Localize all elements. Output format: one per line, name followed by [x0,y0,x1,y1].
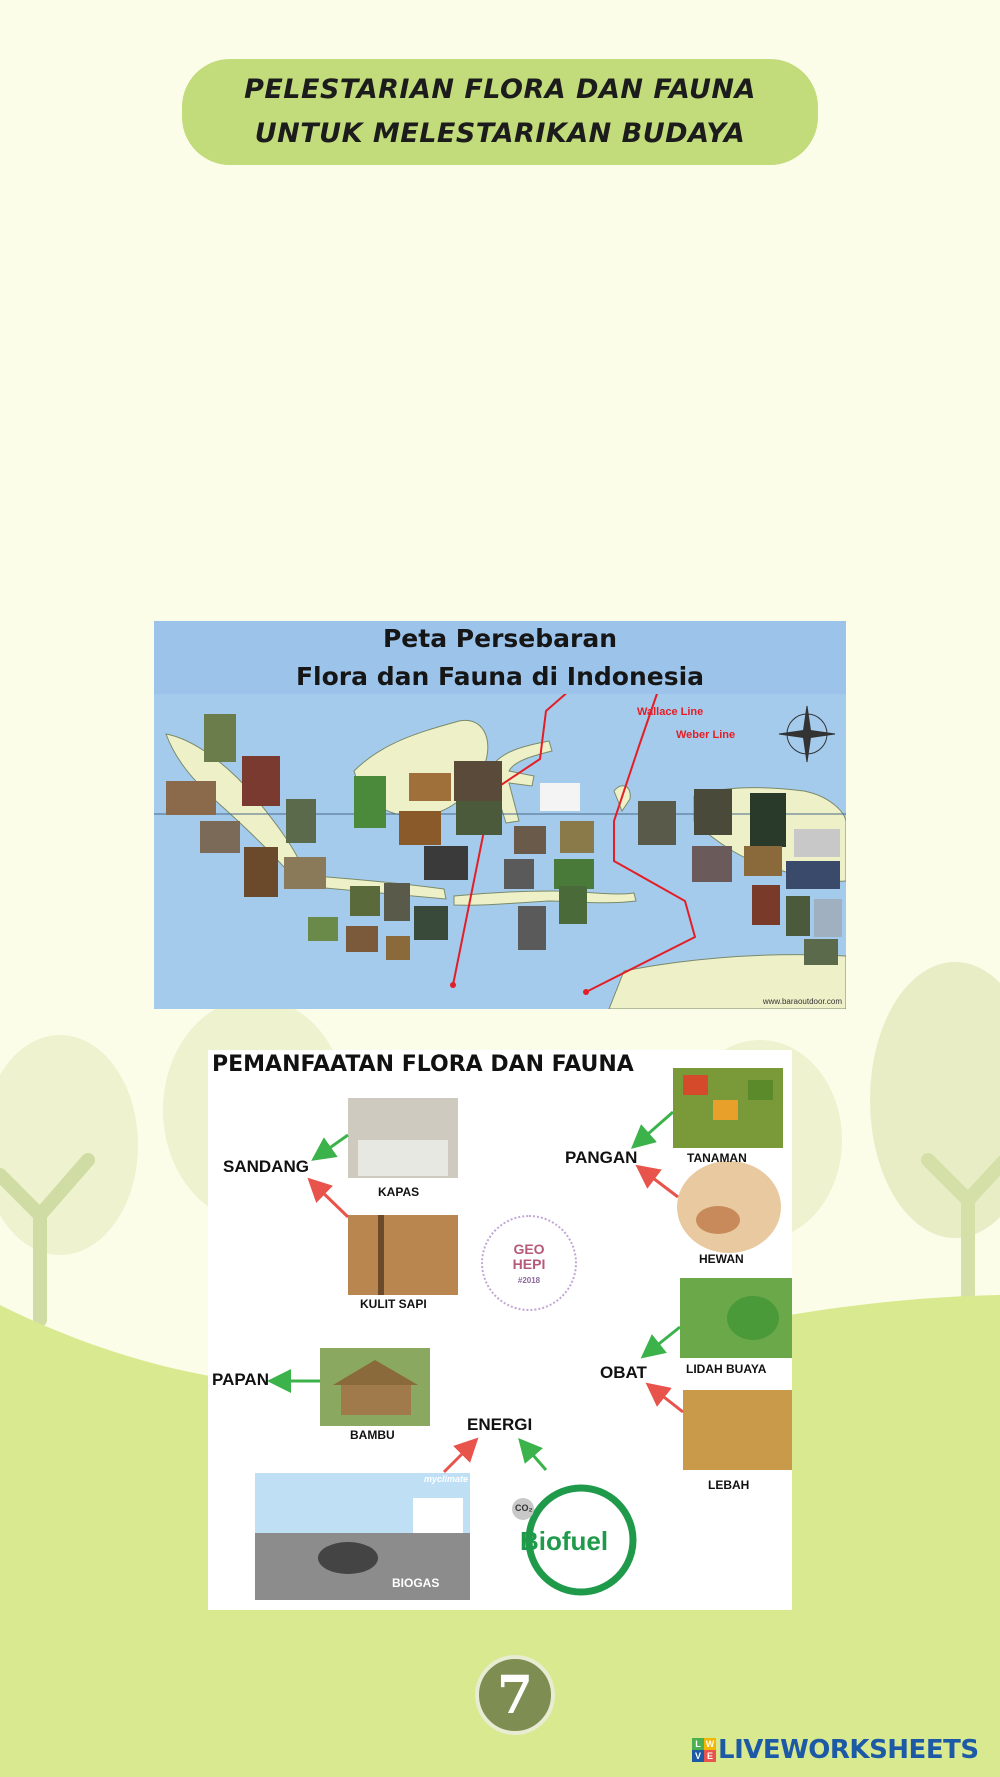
geo-hepi-logo [481,1215,577,1311]
infographic-drawing [208,1050,792,1610]
arrow-biofuel-energi [526,1447,546,1470]
tree-crown-left [0,1035,138,1255]
map-title-line-1: Peta Persebaran [382,623,617,653]
wallace-line-label: Wallace Line [637,706,704,718]
arrow-kapas-sandang [321,1135,348,1154]
arrow-lidah-obat [650,1327,680,1351]
label-lidah-buaya: LIDAH BUAYA [686,1362,767,1376]
liveworksheets-brand[interactable] [692,1735,979,1765]
lebah-photo [683,1390,792,1470]
label-kulit-sapi: KULIT SAPI [360,1297,427,1311]
usage-infographic [208,1050,792,1610]
weber-line-start-dot [583,989,589,995]
arrow-hewan-pangan [645,1172,678,1197]
page-number: 7 [496,1664,534,1726]
title-banner [182,59,818,165]
arrow-biogas-energi [444,1446,470,1472]
label-tanaman: TANAMAN [687,1151,747,1165]
map-credit: www.baraoutdoor.com [762,997,842,1006]
map-title-line-2: Flora dan Fauna di Indonesia [295,661,705,691]
distribution-map [154,621,846,1009]
label-energi: ENERGI [467,1415,533,1434]
biofuel-label: Biofuel [520,1526,609,1556]
label-lebah: LEBAH [708,1478,750,1492]
liveworksheets-wordmark: LIVEWORKSHEETS [718,1735,979,1765]
hewan-photo [677,1161,781,1253]
logo-year: #2018 [517,1275,541,1285]
kulit-sapi-photo [348,1215,458,1295]
label-sandang: SANDANG [223,1157,309,1176]
title-line-2: UNTUK MELESTARIKAN BUDAYA [254,118,746,149]
infographic-title: PEMANFAATAN FLORA DAN FAUNA [212,1052,634,1077]
label-kapas: KAPAS [378,1185,420,1199]
arrow-kulit-sandang [316,1186,348,1217]
logo-line-2: HEPI [512,1255,546,1272]
label-bambu: BAMBU [350,1428,395,1442]
label-biogas: BIOGAS [392,1576,440,1590]
arrow-tanaman-pangan [640,1112,673,1141]
wallace-line-start-dot [450,982,456,988]
myclimate-logo: myclimate [424,1474,469,1484]
map-header [154,621,846,694]
label-papan: PAPAN [212,1370,269,1389]
logo-line-1: GEO [513,1240,545,1257]
label-obat: OBAT [600,1363,647,1382]
label-pangan: PANGAN [565,1148,638,1167]
label-hewan: HEWAN [699,1252,744,1266]
island-nusa-tenggara [454,891,636,905]
arrow-lebah-obat [655,1390,683,1412]
compass-rose-icon [779,706,835,762]
page-number-badge [475,1655,555,1735]
title-line-1: PELESTARIAN FLORA DAN FAUNA [244,74,756,105]
co2-label: CO₂ [515,1503,533,1513]
liveworksheets-logo-icon: L W V E [692,1738,716,1762]
weber-line-label: Weber Line [676,729,736,741]
